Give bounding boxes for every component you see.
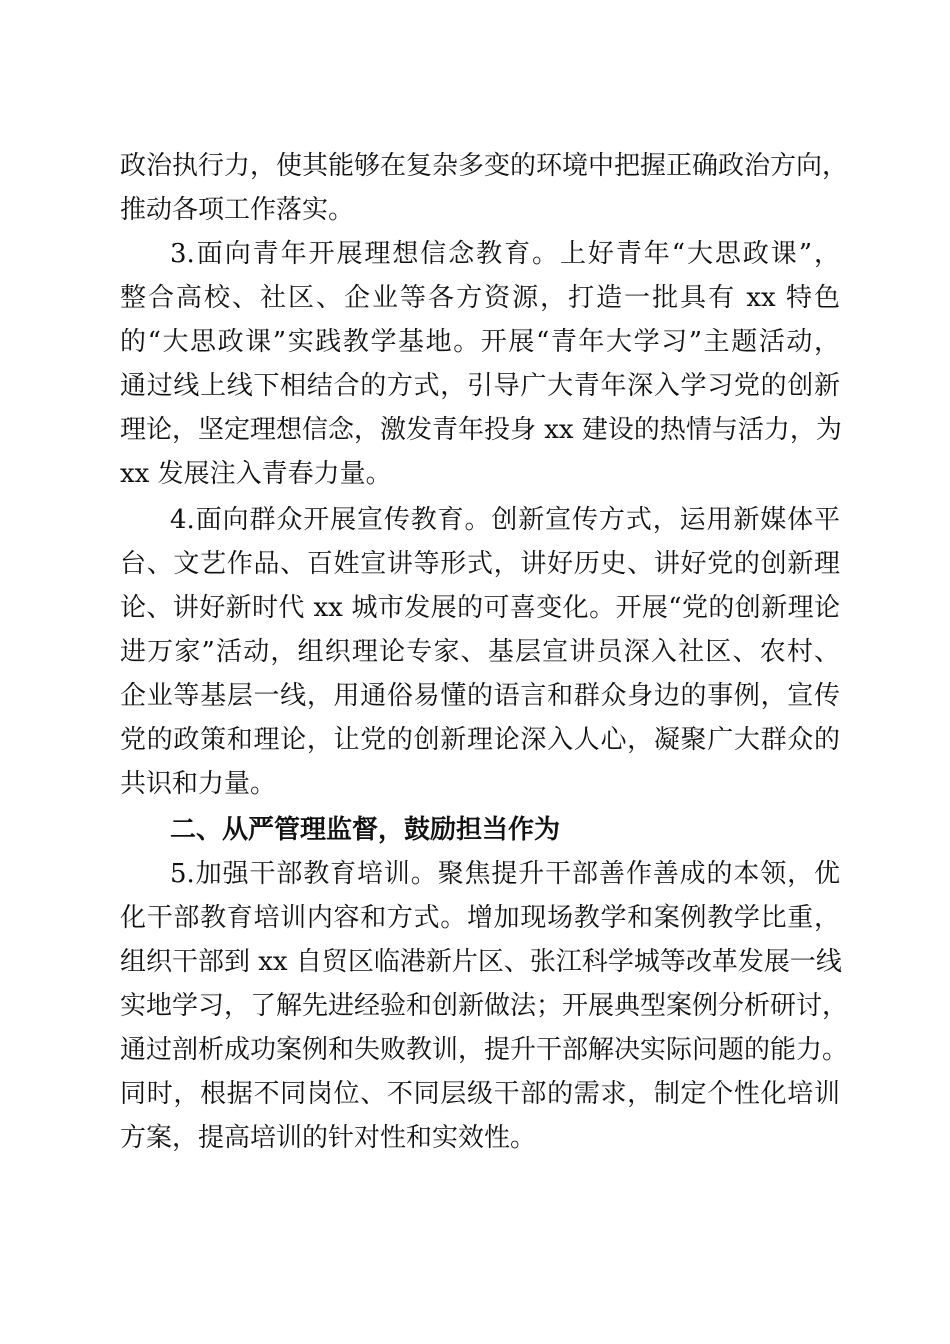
paragraph-line: 组织干部到 xx 自贸区临港新片区、张江科学城等改革发展一线 — [120, 947, 842, 977]
paragraph-line: xx 发展注入青春力量。 — [120, 459, 392, 489]
paragraph-line: 进万家”活动，组织理论专家、基层宣讲员深入社区、农村、 — [120, 637, 840, 667]
paragraph-line: 共识和力量。 — [120, 769, 277, 799]
paragraph-line: 论、讲好新时代 xx 城市发展的可喜变化。开展“党的创新理论 — [120, 593, 840, 623]
paragraph-line: 理论，坚定理想信念，激发青年投身 xx 建设的热情与活力，为 — [120, 415, 842, 445]
paragraph-line: 党的政策和理论，让党的创新理论深入人心，凝聚广大群众的 — [120, 725, 840, 755]
paragraph-line: 的“大思政课”实践教学基地。开展“青年大学习”主题活动， — [120, 327, 840, 357]
paragraph-line: 方案，提高培训的针对性和实效性。 — [120, 1123, 537, 1153]
paragraph-line: 通过线上线下相结合的方式，引导广大青年深入学习党的创新 — [120, 371, 840, 401]
paragraph-line: 台、文艺作品、百姓宣讲等形式，讲好历史、讲好党的创新理 — [120, 549, 840, 579]
paragraph-line: 化干部教育培训内容和方式。增加现场教学和案例教学比重， — [120, 903, 840, 933]
paragraph-line: 整合高校、社区、企业等各方资源，打造一批具有 xx 特色 — [120, 283, 840, 313]
paragraph-line: 政治执行力，使其能够在复杂多变的环境中把握正确政治方向， — [120, 151, 849, 181]
paragraph-line: 4.面向群众开展宣传教育。创新宣传方式，运用新媒体平 — [170, 505, 840, 535]
section-heading: 二、从严管理监督，鼓励担当作为 — [170, 815, 561, 845]
paragraph-line: 5.加强干部教育培训。聚焦提升干部善作善成的本领，优 — [170, 859, 840, 889]
paragraph-line: 实地学习，了解先进经验和创新做法；开展典型案例分析研讨， — [120, 991, 849, 1021]
paragraph-line: 3.面向青年开展理想信念教育。上好青年“大思政课”， — [170, 239, 840, 269]
paragraph-line: 推动各项工作落实。 — [120, 195, 355, 225]
paragraph-line: 同时，根据不同岗位、不同层级干部的需求，制定个性化培训 — [120, 1079, 840, 1109]
paragraph-line: 企业等基层一线，用通俗易懂的语言和群众身边的事例，宣传 — [120, 681, 840, 711]
paragraph-line: 通过剖析成功案例和失败教训，提升干部解决实际问题的能力。 — [120, 1035, 849, 1065]
